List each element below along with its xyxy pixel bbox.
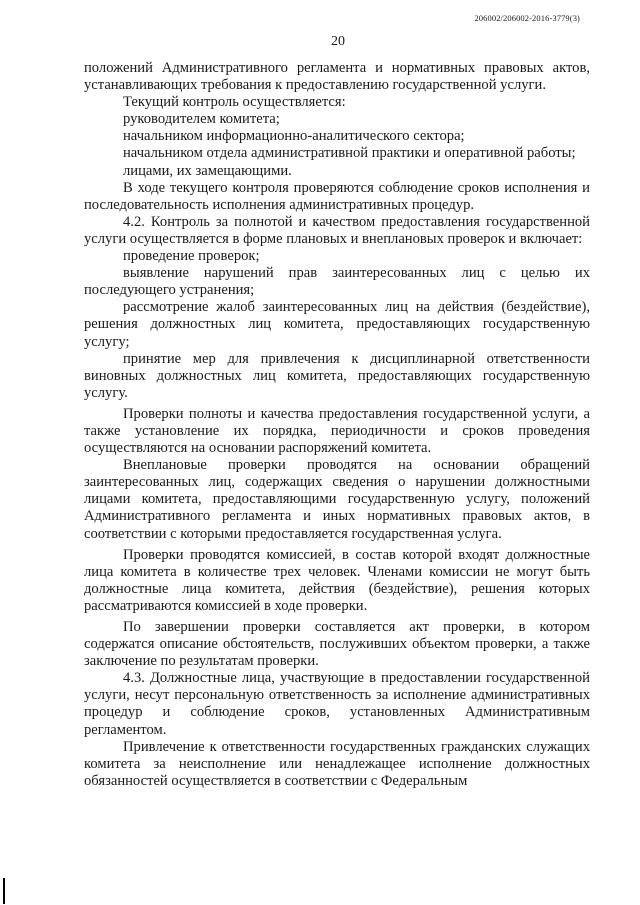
document-code: 206002/206002-2016-3779(3) <box>474 13 580 23</box>
list-item: начальником информационно-аналитического сектора; <box>123 128 465 145</box>
list-item: рассмотрение жалоб заинтересованных лиц на действия (бездействие), решения должностных лиц комитета, предоставляющих государственную услугу; <box>84 299 590 350</box>
paragraph: Проверки полноты и качества предоставления государственной услуги, а также установление их порядка, периодичности и сроков проведения осуществляются на основании распоряжений комитета. <box>84 405 590 457</box>
paragraph: По завершении проверки составляется акт проверки, в котором содержатся описание обстоятельств, послуживших объектом проверки, а также заключение по результатам проверки. <box>84 619 590 670</box>
section-4-3-paragraph: 4.3. Должностные лица, участвующие в предоставлении государственной услуги, несут персональную ответственность за исполнение административных процедур и соблюдение сроков, установленных Административным регламентом. <box>84 670 590 738</box>
list-item: лицами, их замещающими. <box>123 162 292 179</box>
list-item: проведение проверок; <box>123 248 260 265</box>
paragraph: Текущий контроль осуществляется: <box>123 94 346 111</box>
document-body <box>84 60 590 790</box>
paragraph: Внеплановые проверки проводятся на основании обращений заинтересованных лиц, содержащих сведения о нарушении должностными лицами комитета, предоставляющими государственную услугу, положений Административного регламента и иных нормативных правовых актов, в соответствии с которыми предоставляется государственная услуга. <box>84 457 590 542</box>
scan-margin-mark <box>3 878 5 904</box>
page-number: 20 <box>331 34 345 49</box>
paragraph: положений Административного регламента и нормативных правовых актов, устанавливающих требования к предоставлению государственной услуги. <box>84 60 590 94</box>
list-item: выявление нарушений прав заинтересованных лиц с целью их последующего устранения; <box>84 265 590 299</box>
paragraph: В ходе текущего контроля проверяются соблюдение сроков исполнения и последовательность исполнения административных процедур. <box>84 179 590 213</box>
paragraph: Привлечение к ответственности государственных гражданских служащих комитета за неисполнение или ненадлежащее исполнение должностных обязанностей осуществляется в соответствии с Федеральным <box>84 738 590 789</box>
paragraph: Проверки проводятся комиссией, в состав которой входят должностные лица комитета в количестве трех человек. Членами комиссии не могут быть должностные лица комитета, действия (бездействие), решения которых рассматриваются комиссией в ходе проверки. <box>84 546 590 614</box>
list-item: руководителем комитета; <box>123 111 280 128</box>
list-item: принятие мер для привлечения к дисциплинарной ответственности виновных должностных лиц комитета, предоставляющих государственную услугу. <box>84 350 590 401</box>
list-item: начальником отдела административной практики и оперативной работы; <box>123 145 576 162</box>
section-4-2-paragraph: 4.2. Контроль за полнотой и качеством предоставления государственной услуги осуществляется в форме плановых и внеплановых проверок и включает: <box>84 213 590 247</box>
